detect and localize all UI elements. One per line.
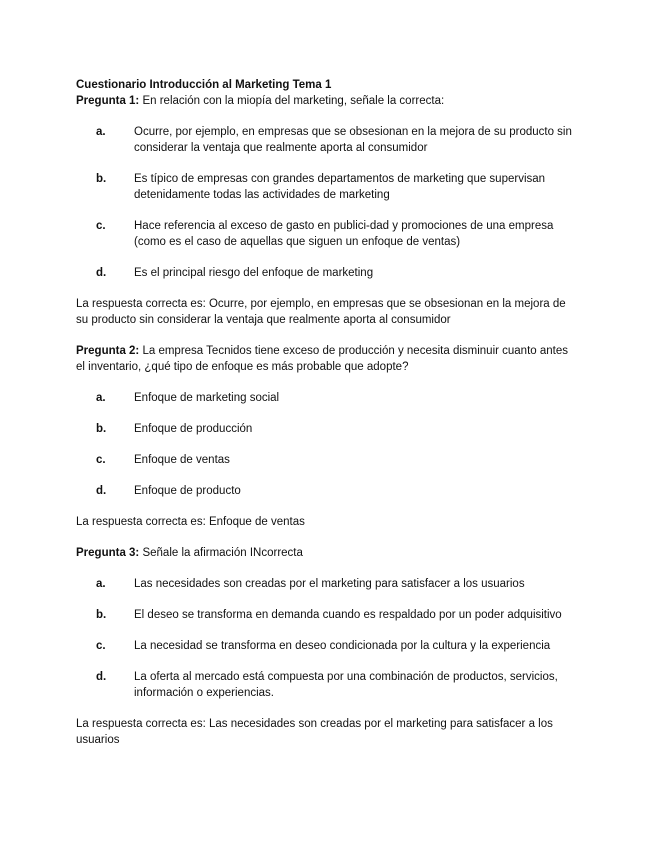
option-letter: b. <box>96 173 107 185</box>
option-2a <box>76 390 577 406</box>
option-text: Enfoque de ventas <box>134 454 230 466</box>
option-1b <box>76 171 577 203</box>
option-text: Enfoque de marketing social <box>134 392 280 404</box>
option-text: Las necesidades son creadas por el marketing para satisfacer a los usuarios <box>134 578 525 590</box>
option-3b <box>76 607 577 623</box>
question-1-options <box>76 124 577 281</box>
option-letter: a. <box>96 126 106 138</box>
question-1 <box>76 93 577 109</box>
question-block-3 <box>76 545 577 748</box>
option-text: Enfoque de producción <box>134 423 253 435</box>
question-1-text: En relación con la miopía del marketing, señale la correcta: <box>139 95 445 107</box>
option-1a <box>76 124 577 156</box>
option-3a <box>76 576 577 592</box>
question-2 <box>76 343 577 375</box>
question-3 <box>76 545 577 561</box>
question-2-options <box>76 390 577 499</box>
option-text: Es el principal riesgo del enfoque de marketing <box>134 267 374 279</box>
option-letter: a. <box>96 578 106 590</box>
option-letter: b. <box>96 423 107 435</box>
option-text: Enfoque de producto <box>134 485 241 497</box>
document-title: Cuestionario Introducción al Marketing Tema 1 <box>76 79 332 91</box>
option-text: El deseo se transforma en demanda cuando es respaldado por un poder adquisitivo <box>134 609 562 621</box>
option-letter: b. <box>96 609 107 621</box>
option-letter: d. <box>96 485 107 497</box>
question-2-label: Pregunta 2: <box>76 345 140 357</box>
question-3-options <box>76 576 577 701</box>
question-2-text: La empresa Tecnidos tiene exceso de producción y necesita disminuir cuanto antes el inventario, ¿qué tipo de enfoque es más probable que adopte? <box>76 345 568 373</box>
option-letter: a. <box>96 392 106 404</box>
question-3-text: Señale la afirmación INcorrecta <box>139 547 303 559</box>
question-1-label: Pregunta 1: <box>76 95 140 107</box>
option-2b <box>76 421 577 437</box>
option-1d <box>76 265 577 281</box>
answer-2: La respuesta correcta es: Enfoque de ventas <box>76 516 305 528</box>
option-1c <box>76 218 577 250</box>
option-2c <box>76 452 577 468</box>
option-letter: d. <box>96 267 107 279</box>
option-letter: c. <box>96 640 106 652</box>
option-3d <box>76 669 577 701</box>
answer-1: La respuesta correcta es: Ocurre, por ejemplo, en empresas que se obsesionan en la mejora de su producto sin considerar la ventaja que realmente aporta al consumidor <box>76 298 566 326</box>
question-block-1 <box>76 93 577 328</box>
option-text: Es típico de empresas con grandes departamentos de marketing que supervisan detenidamente todas las actividades de marketing <box>134 173 546 201</box>
option-letter: d. <box>96 671 107 683</box>
option-3c <box>76 638 577 654</box>
option-text: La oferta al mercado está compuesta por una combinación de productos, servicios, información o experiencias. <box>134 671 558 699</box>
option-text: Ocurre, por ejemplo, en empresas que se obsesionan en la mejora de su producto sin considerar la ventaja que realmente aporta al consumidor <box>134 126 572 154</box>
option-text: Hace referencia al exceso de gasto en publici-dad y promociones de una empresa (como es el caso de aquellas que siguen un enfoque de ventas) <box>134 220 554 248</box>
option-text: La necesidad se transforma en deseo condicionada por la cultura y la experiencia <box>134 640 551 652</box>
question-block-2 <box>76 343 577 530</box>
option-letter: c. <box>96 454 106 466</box>
option-letter: c. <box>96 220 106 232</box>
answer-3: La respuesta correcta es: Las necesidades son creadas por el marketing para satisfacer a los usuarios <box>76 718 553 746</box>
question-3-label: Pregunta 3: <box>76 547 140 559</box>
option-2d <box>76 483 577 499</box>
